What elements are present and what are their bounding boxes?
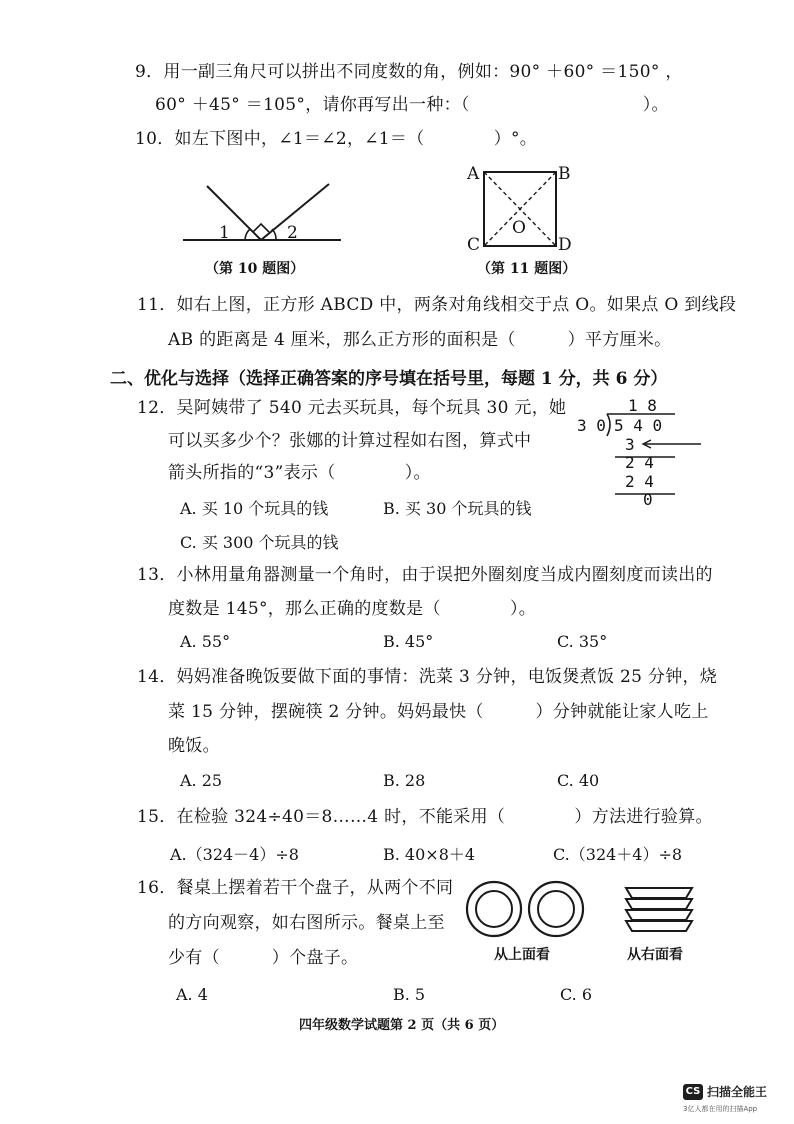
q12-option-c: C. 买 300 个玩具的钱 <box>180 533 339 552</box>
q15-option-c: C.（324＋4）÷8 <box>553 845 683 864</box>
center-o-label: O <box>512 218 527 238</box>
q16-line2: 的方向观察，如右图所示。餐桌上至 <box>168 913 445 933</box>
q16-option-c: C. 6 <box>560 985 593 1004</box>
label-right-view: 从右面看 <box>627 947 683 963</box>
q12-line1: 12．吴阿姨带了 540 元去买玩具，每个玩具 30 元，她 <box>137 398 567 418</box>
q16-option-a: A. 4 <box>176 985 208 1004</box>
q15-option-b: B. 40×8＋4 <box>383 845 476 864</box>
q11-line2: AB 的距离是 4 厘米，那么正方形的面积是（ ）平方厘米。 <box>168 330 672 350</box>
division-remainder: 0 <box>643 490 653 509</box>
q9-line1: 9．用一副三角尺可以拼出不同度数的角，例如：90° ＋60° ＝150° ， <box>135 62 683 82</box>
q16-line1: 16．餐桌上摆着若干个盘子，从两个不同 <box>137 878 454 898</box>
division-quotient: 1 8 <box>628 396 657 415</box>
q14-line2: 菜 15 分钟，摆碗筷 2 分钟。妈妈最快（ ）分钟就能让家人吃上 <box>168 702 709 722</box>
q15-line1: 15．在检验 324÷40＝8……4 时，不能采用（ ）方法进行验算。 <box>137 807 713 827</box>
q14-option-a: A. 25 <box>180 771 223 790</box>
q12-option-a: A. 买 10 个玩具的钱 <box>180 499 329 518</box>
vertex-b-label: B <box>558 164 571 184</box>
figure-11-caption: （第 11 题图） <box>477 261 577 277</box>
q13-option-c: C. 35° <box>557 632 608 651</box>
q14-option-c: C. 40 <box>557 771 600 790</box>
division-dividend: 5 4 0 <box>614 416 663 435</box>
section-2-title: 二、优化与选择（选择正确答案的序号填在括号里，每题 1 分，共 6 分） <box>110 369 668 389</box>
q13-option-a: A. 55° <box>180 632 231 651</box>
q13-line1: 13．小林用量角器测量一个角时，由于误把外圈刻度当成内圈刻度而读出的 <box>137 565 713 585</box>
q14-line3: 晚饭。 <box>168 736 220 756</box>
q15-option-a: A.（324－4）÷8 <box>170 845 299 864</box>
q13-line2: 度数是 145°，那么正确的度数是（ ）。 <box>168 599 537 619</box>
label-top-view: 从上面看 <box>494 947 550 963</box>
q16-line3: 少有（ ）个盘子。 <box>168 948 359 968</box>
watermark-title: 扫描全能王 <box>707 1085 768 1099</box>
angle-1-label: 1 <box>219 223 231 243</box>
plate-stack-side-view-icon <box>626 888 692 931</box>
plate-top-view-2-icon <box>529 882 583 936</box>
division-step-24b: 2 4 <box>625 472 654 491</box>
page-footer: 四年级数学试题第 2 页（共 6 页） <box>299 1018 505 1033</box>
q10-line1: 10．如左下图中，∠1＝∠2，∠1＝（ ）°。 <box>135 129 538 149</box>
plate-top-view-1-icon <box>467 882 521 936</box>
watermark-subtitle: 3亿人都在用的扫描App <box>683 1105 758 1113</box>
division-divisor: 3 0 <box>577 416 606 435</box>
q12-line3: 箭头所指的“3”表示（ ）。 <box>168 463 431 483</box>
vertex-d-label: D <box>558 235 572 255</box>
vertex-c-label: C <box>467 235 481 255</box>
figure-10-angles <box>175 172 350 252</box>
figure-10-caption: （第 10 题图） <box>205 261 305 277</box>
q12-line2: 可以买多少个？张娜的计算过程如右图，算式中 <box>168 431 532 451</box>
q14-line1: 14．妈妈准备晚饭要做下面的事情：洗菜 3 分钟，电饭煲煮饭 25 分钟，烧 <box>137 667 718 687</box>
division-step-3: 3 <box>625 435 635 454</box>
vertex-a-label: A <box>467 164 480 184</box>
angle-2-label: 2 <box>287 223 299 243</box>
figure-16-plates <box>464 878 704 940</box>
q13-option-b: B. 45° <box>383 632 434 651</box>
q16-option-b: B. 5 <box>393 985 426 1004</box>
camscanner-logo-icon: CS <box>683 1084 703 1100</box>
q14-option-b: B. 28 <box>383 771 426 790</box>
q11-line1: 11．如右上图，正方形 ABCD 中，两条对角线相交于点 O。如果点 O 到线段 <box>137 295 737 315</box>
division-step-24a: 2 4 <box>625 453 654 472</box>
q12-option-b: B. 买 30 个玩具的钱 <box>383 499 532 518</box>
q9-line2: 60° ＋45° ＝105°，请你再写出一种：（ ）。 <box>155 95 669 115</box>
